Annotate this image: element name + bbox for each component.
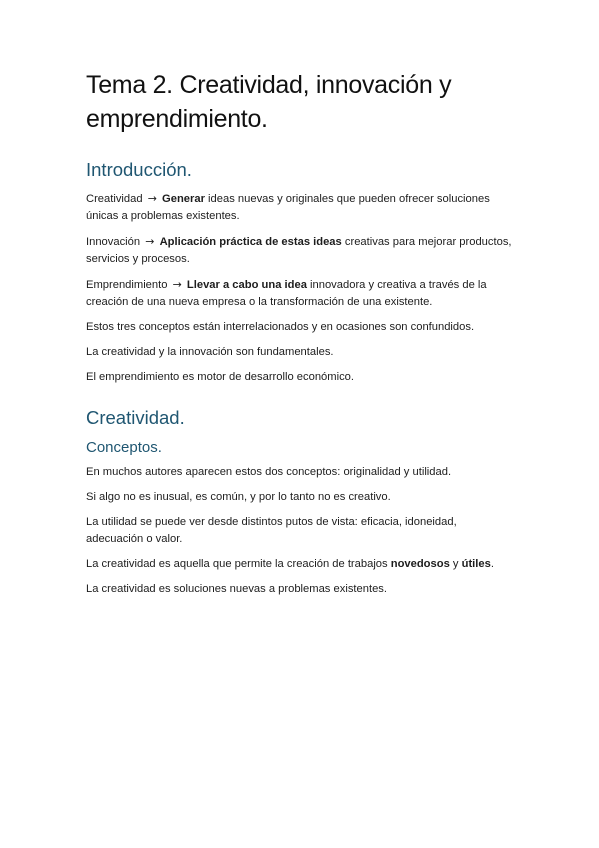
heading-introduccion: Introducción. xyxy=(86,159,192,180)
body-text: creativas para mejorar productos, servicios y procesos. xyxy=(86,236,512,265)
body-text: y xyxy=(449,558,462,570)
paragraph-inusual: Si algo no es inusual, es común, y por lo tanto no es creativo. xyxy=(86,491,391,503)
body-text: . xyxy=(490,558,494,570)
arrow-right-icon: → xyxy=(147,192,157,205)
body-text: ideas nuevas y originales que pueden ofrecer soluciones únicas a problemas existentes. xyxy=(86,193,490,222)
bold-text: novedosos xyxy=(390,558,450,570)
paragraph-fundamentales: La creatividad y la innovación son fundamentales. xyxy=(86,346,334,358)
bold-text: útiles xyxy=(461,558,491,570)
paragraph-innovacion-def xyxy=(86,233,516,268)
section-spacer xyxy=(86,394,516,406)
paragraph-soluciones-nuevas: La creatividad es soluciones nuevas a problemas existentes. xyxy=(86,583,387,595)
body-text: La creatividad es aquella que permite la creación de trabajos xyxy=(86,558,391,570)
paragraph-originalidad-utilidad: En muchos autores aparecen estos dos conceptos: originalidad y utilidad. xyxy=(86,466,452,478)
bold-text: Generar xyxy=(162,193,205,205)
bold-text: Aplicación práctica de estas ideas xyxy=(159,236,342,248)
subheading-conceptos: Conceptos. xyxy=(86,439,162,456)
term-text: Emprendimiento xyxy=(86,279,171,291)
arrow-right-icon: → xyxy=(145,235,155,248)
bold-text: Llevar a cabo una idea xyxy=(186,279,307,291)
document-title: Tema 2. Creatividad, innovación y emprendimiento. xyxy=(86,71,452,133)
paragraph-interrelacion: Estos tres conceptos están interrelacionados y en ocasiones son confundidos. xyxy=(86,321,475,333)
heading-creatividad: Creatividad. xyxy=(86,407,185,428)
body-text: innovadora y creativa a través de la creación de una nueva empresa o la transformación de una existente. xyxy=(86,279,487,308)
paragraph-utilidad: La utilidad se puede ver desde distintos putos de vista: eficacia, idoneidad, adecuación o valor. xyxy=(86,516,457,545)
paragraph-motor-desarrollo: El emprendimiento es motor de desarrollo económico. xyxy=(86,371,355,383)
paragraph-creatividad-def xyxy=(86,190,516,225)
paragraph-emprendimiento-def xyxy=(86,276,516,311)
term-text: Innovación xyxy=(86,236,144,248)
arrow-right-icon: → xyxy=(172,278,182,291)
paragraph-novedosos-utiles xyxy=(86,556,516,573)
document-page xyxy=(86,68,516,606)
term-text: Creatividad xyxy=(86,193,146,205)
